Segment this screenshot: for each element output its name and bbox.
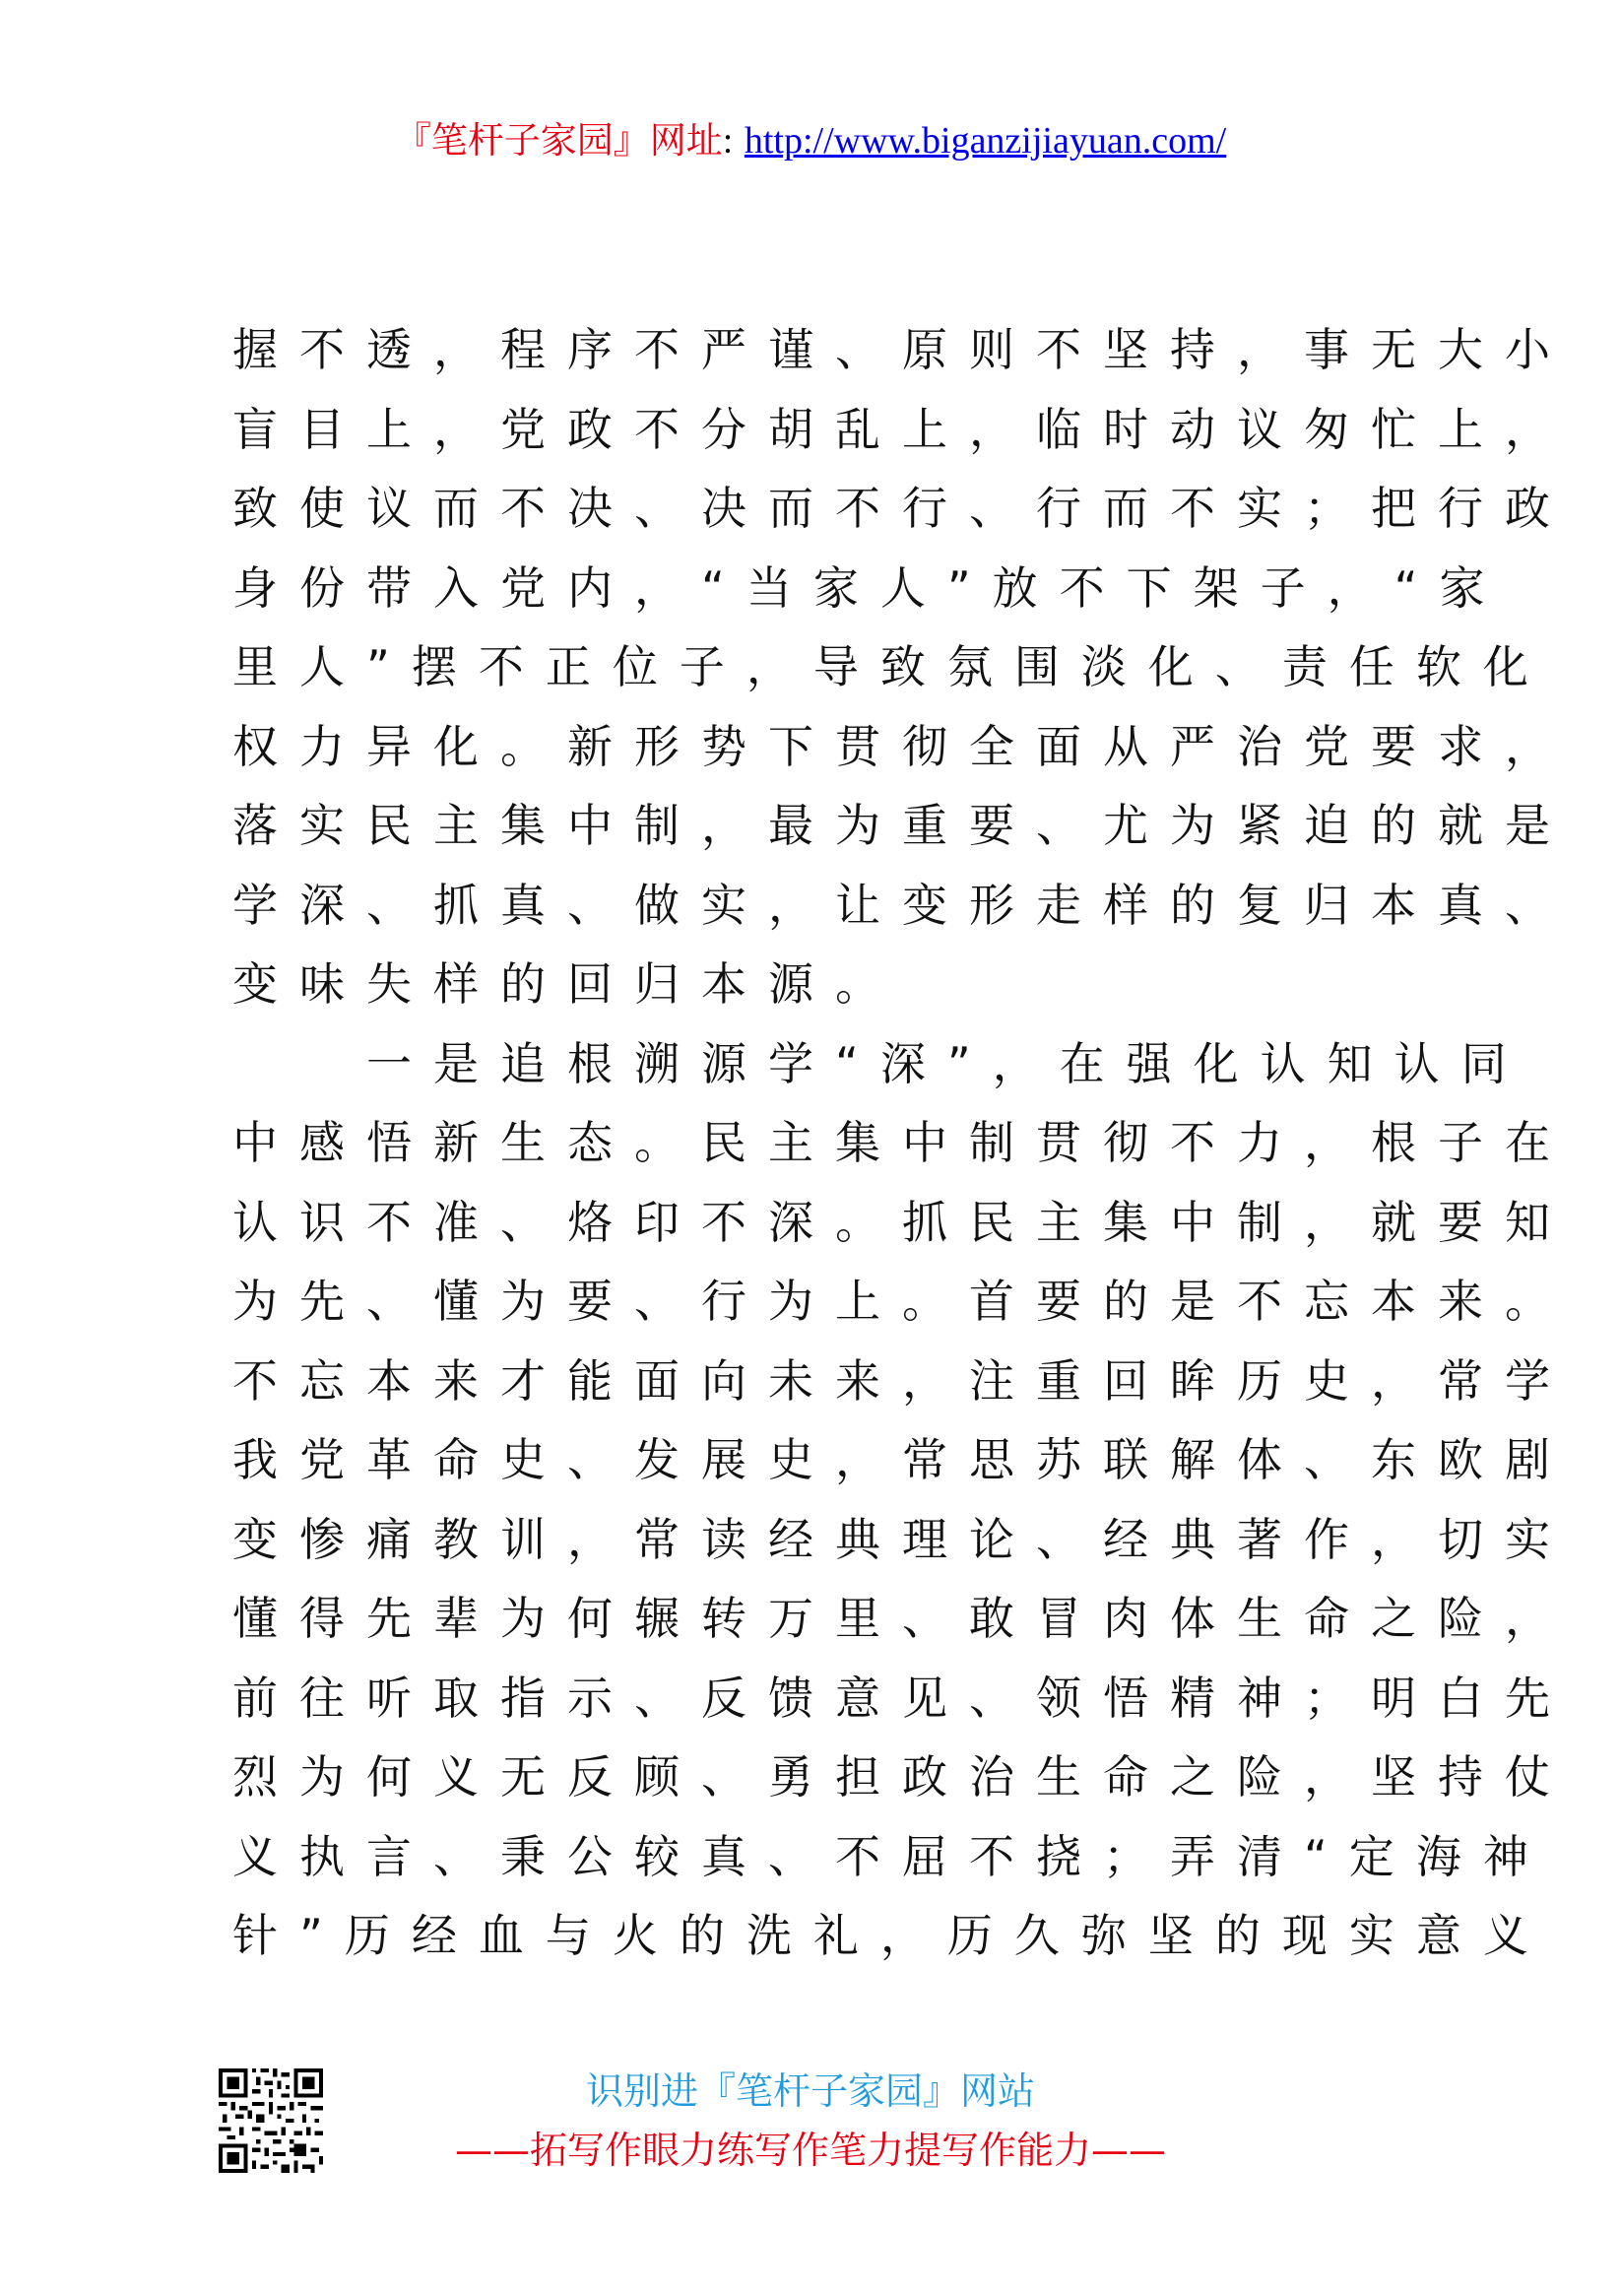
text-line: 学深、抓真、做实，让变形走样的复归本真、 (232, 878, 1572, 932)
text-line: 致使议而不决、决而不行、行而不实；把行政 (232, 482, 1572, 535)
site-url-link[interactable]: http://www.biganzijiayuan.com/ (744, 120, 1227, 162)
footer-scan-prompt: 识别进『笔杆子家园』网站 (585, 2069, 1035, 2113)
text-line: 变味失样的回归本源。 (232, 957, 902, 1011)
site-brand: 『笔杆子家园』网址 (394, 119, 723, 162)
text-line: 盲目上，党政不分胡乱上，临时动议匆忙上， (232, 402, 1572, 456)
text-line: 为先、懂为要、行为上。首要的是不忘本来。 (232, 1275, 1572, 1328)
text-line: 中感悟新生态。民主集中制贯彻不力，根子在 (232, 1116, 1572, 1169)
text-line: 我党革命史、发展史，常思苏联解体、东欧剧 (232, 1433, 1572, 1486)
header-colon: : (722, 121, 734, 162)
text-line: 认识不准、烙印不深。抓民主集中制，就要知 (232, 1195, 1572, 1249)
text-line: 变惨痛教训，常读经典理论、经典著作，切实 (232, 1512, 1572, 1566)
footer-slogan: ——拓写作眼力练写作笔力提写作能力—— (454, 2129, 1166, 2172)
document-body (232, 310, 1572, 1976)
text-line: 落实民主集中制，最为重要、尤为紧迫的就是 (232, 799, 1572, 852)
text-line: 义执言、秉公较真、不屈不挠；弄清“定海神 (232, 1829, 1550, 1883)
text-line: 懂得先辈为何辗转万里、敢冒肉体生命之险， (232, 1592, 1572, 1645)
text-line: 针”历经血与火的洗礼，历久弥坚的现实意义 (232, 1909, 1550, 1962)
text-line: 身份带入党内，“当家人”放不下架子，“家 (232, 560, 1507, 615)
text-line: 握不透，程序不严谨、原则不坚持，事无大小 (232, 323, 1572, 376)
text-line: 不忘本来才能面向未来，注重回眸历史，常学 (232, 1353, 1572, 1408)
text-line: 权力异化。新形势下贯彻全面从严治党要求， (232, 719, 1572, 773)
text-line: 里人”摆不正位子，导致氛围淡化、责任软化 (232, 640, 1550, 693)
text-line: 前往听取指示、反馈意见、领悟精神；明白先 (232, 1671, 1572, 1725)
page-footer (0, 2057, 1621, 2214)
text-line: 烈为何义无反顾、勇担政治生命之险，坚持仗 (232, 1750, 1572, 1804)
page-header (0, 116, 1621, 166)
text-line: 一是追根溯源学“深”，在强化认知认同 (366, 1036, 1528, 1090)
